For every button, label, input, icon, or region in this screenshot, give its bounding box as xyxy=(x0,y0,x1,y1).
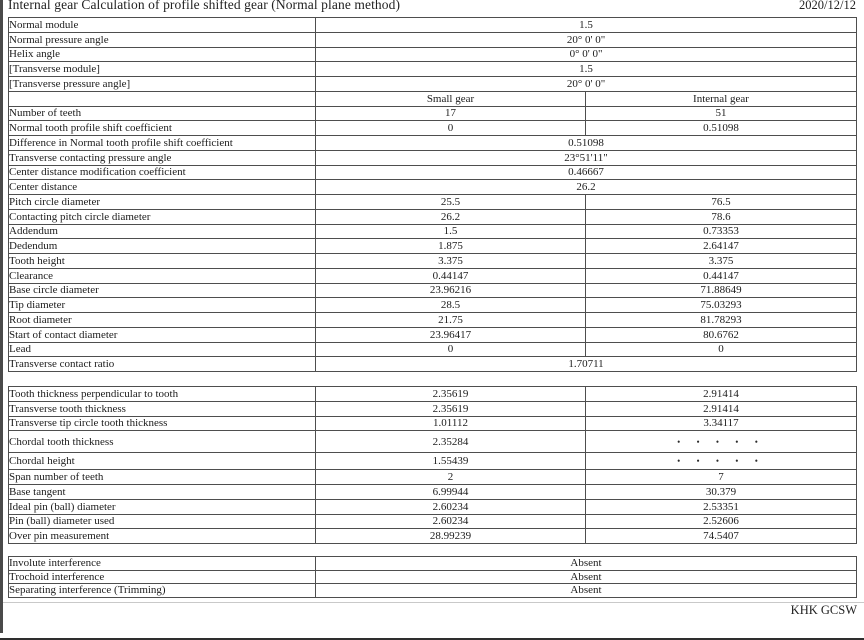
row-label: Trochoid interference xyxy=(9,570,316,584)
row-label: Chordal height xyxy=(9,452,316,470)
value-small-gear: 2.35284 xyxy=(316,431,586,453)
value-small-gear: 0 xyxy=(316,342,586,357)
row-label: Normal pressure angle xyxy=(9,32,316,47)
row-label: Normal module xyxy=(9,18,316,33)
value-internal-gear: 74.5407 xyxy=(586,529,857,544)
value-small-gear: 1.55439 xyxy=(316,452,586,470)
row-value-span: Absent xyxy=(316,557,857,571)
page-title: Internal gear Calculation of profile shifted gear (Normal plane method) xyxy=(8,0,401,12)
table-row xyxy=(9,165,857,180)
table-row xyxy=(9,254,857,269)
row-value-span: 0.51098 xyxy=(316,136,857,151)
table-row xyxy=(9,570,857,584)
table-row xyxy=(9,150,857,165)
value-small-gear: 28.5 xyxy=(316,298,586,313)
table-row xyxy=(9,342,857,357)
value-internal-gear: 2.91414 xyxy=(586,387,857,402)
table-row xyxy=(9,584,857,598)
table-row xyxy=(9,106,857,121)
report-date: 2020/12/12 xyxy=(799,0,856,12)
value-internal-gear: 81.78293 xyxy=(586,313,857,328)
row-label: Clearance xyxy=(9,268,316,283)
row-label: Addendum xyxy=(9,224,316,239)
table-row xyxy=(9,514,857,529)
table-row xyxy=(9,195,857,210)
value-small-gear: 23.96417 xyxy=(316,327,586,342)
table-row xyxy=(9,121,857,136)
table-row xyxy=(9,209,857,224)
row-label: Transverse contacting pressure angle xyxy=(9,150,316,165)
value-internal-gear: 75.03293 xyxy=(586,298,857,313)
value-small-gear: 2.35619 xyxy=(316,401,586,416)
row-label: Transverse tip circle tooth thickness xyxy=(9,416,316,431)
table-row xyxy=(9,239,857,254)
table-row xyxy=(9,180,857,195)
gear-parameters-table xyxy=(8,17,857,372)
table-row xyxy=(9,485,857,500)
table-row xyxy=(9,298,857,313)
table-row xyxy=(9,136,857,151)
table-row xyxy=(9,32,857,47)
row-label: Root diameter xyxy=(9,313,316,328)
row-value-span: Absent xyxy=(316,584,857,598)
table-row xyxy=(9,470,857,485)
row-value-span: 26.2 xyxy=(316,180,857,195)
value-small-gear: 28.99239 xyxy=(316,529,586,544)
value-small-gear: 1.01112 xyxy=(316,416,586,431)
value-small-gear: 26.2 xyxy=(316,209,586,224)
value-internal-gear: 2.52606 xyxy=(586,514,857,529)
row-label: Base tangent xyxy=(9,485,316,500)
row-value-span: 20° 0' 0" xyxy=(316,77,857,92)
value-internal-gear: 78.6 xyxy=(586,209,857,224)
row-value-span: 0.46667 xyxy=(316,165,857,180)
table-row xyxy=(9,357,857,372)
table-row xyxy=(9,18,857,33)
value-small-gear: 6.99944 xyxy=(316,485,586,500)
value-small-gear: 21.75 xyxy=(316,313,586,328)
table-row xyxy=(9,431,857,453)
value-internal-gear: • • • • • xyxy=(586,431,857,453)
row-label: Separating interference (Trimming) xyxy=(9,584,316,598)
row-label: Number of teeth xyxy=(9,106,316,121)
row-label: Pin (ball) diameter used xyxy=(9,514,316,529)
row-label: Dedendum xyxy=(9,239,316,254)
row-label: Ideal pin (ball) diameter xyxy=(9,499,316,514)
table-row xyxy=(9,499,857,514)
table-row xyxy=(9,401,857,416)
table-row xyxy=(9,327,857,342)
row-label: Transverse contact ratio xyxy=(9,357,316,372)
row-value-span: 1.5 xyxy=(316,18,857,33)
value-internal-gear: 76.5 xyxy=(586,195,857,210)
brand-label: KHK GCSW xyxy=(790,603,857,617)
row-value-span: 1.5 xyxy=(316,62,857,77)
row-label: Tooth thickness perpendicular to tooth xyxy=(9,387,316,402)
value-internal-gear: 0.51098 xyxy=(586,121,857,136)
row-label xyxy=(9,91,316,106)
row-label: Involute interference xyxy=(9,557,316,571)
row-value-span: 20° 0' 0" xyxy=(316,32,857,47)
value-internal-gear: 7 xyxy=(586,470,857,485)
value-internal-gear: 2.64147 xyxy=(586,239,857,254)
table-row xyxy=(9,77,857,92)
table-row xyxy=(9,283,857,298)
row-value-span: 0° 0' 0" xyxy=(316,47,857,62)
table-row xyxy=(9,416,857,431)
row-label: Tip diameter xyxy=(9,298,316,313)
value-small-gear: 0 xyxy=(316,121,586,136)
page-separator-line xyxy=(0,602,864,603)
value-small-gear: 25.5 xyxy=(316,195,586,210)
row-label: Difference in Normal tooth profile shift coefficient xyxy=(9,136,316,151)
column-header-row xyxy=(9,91,857,106)
row-label: Chordal tooth thickness xyxy=(9,431,316,453)
column-header-internal-gear: Internal gear xyxy=(586,91,857,106)
column-header-small-gear: Small gear xyxy=(316,91,586,106)
row-label: Start of contact diameter xyxy=(9,327,316,342)
table-row xyxy=(9,224,857,239)
row-label: Center distance modification coefficient xyxy=(9,165,316,180)
value-small-gear: 3.375 xyxy=(316,254,586,269)
table-row xyxy=(9,452,857,470)
row-label: Lead xyxy=(9,342,316,357)
row-label: Span number of teeth xyxy=(9,470,316,485)
value-internal-gear: 30.379 xyxy=(586,485,857,500)
row-label: [Transverse module] xyxy=(9,62,316,77)
value-internal-gear: 2.53351 xyxy=(586,499,857,514)
value-internal-gear: 0.73353 xyxy=(586,224,857,239)
table-row xyxy=(9,313,857,328)
table-row xyxy=(9,268,857,283)
row-label: Pitch circle diameter xyxy=(9,195,316,210)
value-internal-gear: • • • • • xyxy=(586,452,857,470)
value-internal-gear: 71.88649 xyxy=(586,283,857,298)
row-label: Helix angle xyxy=(9,47,316,62)
table-row xyxy=(9,62,857,77)
row-label: Over pin measurement xyxy=(9,529,316,544)
value-internal-gear: 2.91414 xyxy=(586,401,857,416)
interference-table xyxy=(8,556,857,598)
value-small-gear: 2.60234 xyxy=(316,499,586,514)
tooth-thickness-table xyxy=(8,386,857,544)
table-row xyxy=(9,387,857,402)
row-value-span: 1.70711 xyxy=(316,357,857,372)
value-internal-gear: 0.44147 xyxy=(586,268,857,283)
value-small-gear: 1.5 xyxy=(316,224,586,239)
table-row xyxy=(9,47,857,62)
value-small-gear: 17 xyxy=(316,106,586,121)
row-label: Tooth height xyxy=(9,254,316,269)
row-value-span: 23°51'11" xyxy=(316,150,857,165)
value-internal-gear: 3.34117 xyxy=(586,416,857,431)
value-small-gear: 2.60234 xyxy=(316,514,586,529)
value-internal-gear: 0 xyxy=(586,342,857,357)
row-label: Transverse tooth thickness xyxy=(9,401,316,416)
value-small-gear: 0.44147 xyxy=(316,268,586,283)
value-small-gear: 2 xyxy=(316,470,586,485)
table-row xyxy=(9,529,857,544)
value-internal-gear: 51 xyxy=(586,106,857,121)
row-label: Normal tooth profile shift coefficient xyxy=(9,121,316,136)
row-label: Base circle diameter xyxy=(9,283,316,298)
value-small-gear: 23.96216 xyxy=(316,283,586,298)
table-row xyxy=(9,557,857,571)
row-value-span: Absent xyxy=(316,570,857,584)
value-small-gear: 1.875 xyxy=(316,239,586,254)
value-internal-gear: 3.375 xyxy=(586,254,857,269)
row-label: Contacting pitch circle diameter xyxy=(9,209,316,224)
value-internal-gear: 80.6762 xyxy=(586,327,857,342)
row-label: [Transverse pressure angle] xyxy=(9,77,316,92)
value-small-gear: 2.35619 xyxy=(316,387,586,402)
row-label: Center distance xyxy=(9,180,316,195)
page-left-edge xyxy=(0,0,3,633)
